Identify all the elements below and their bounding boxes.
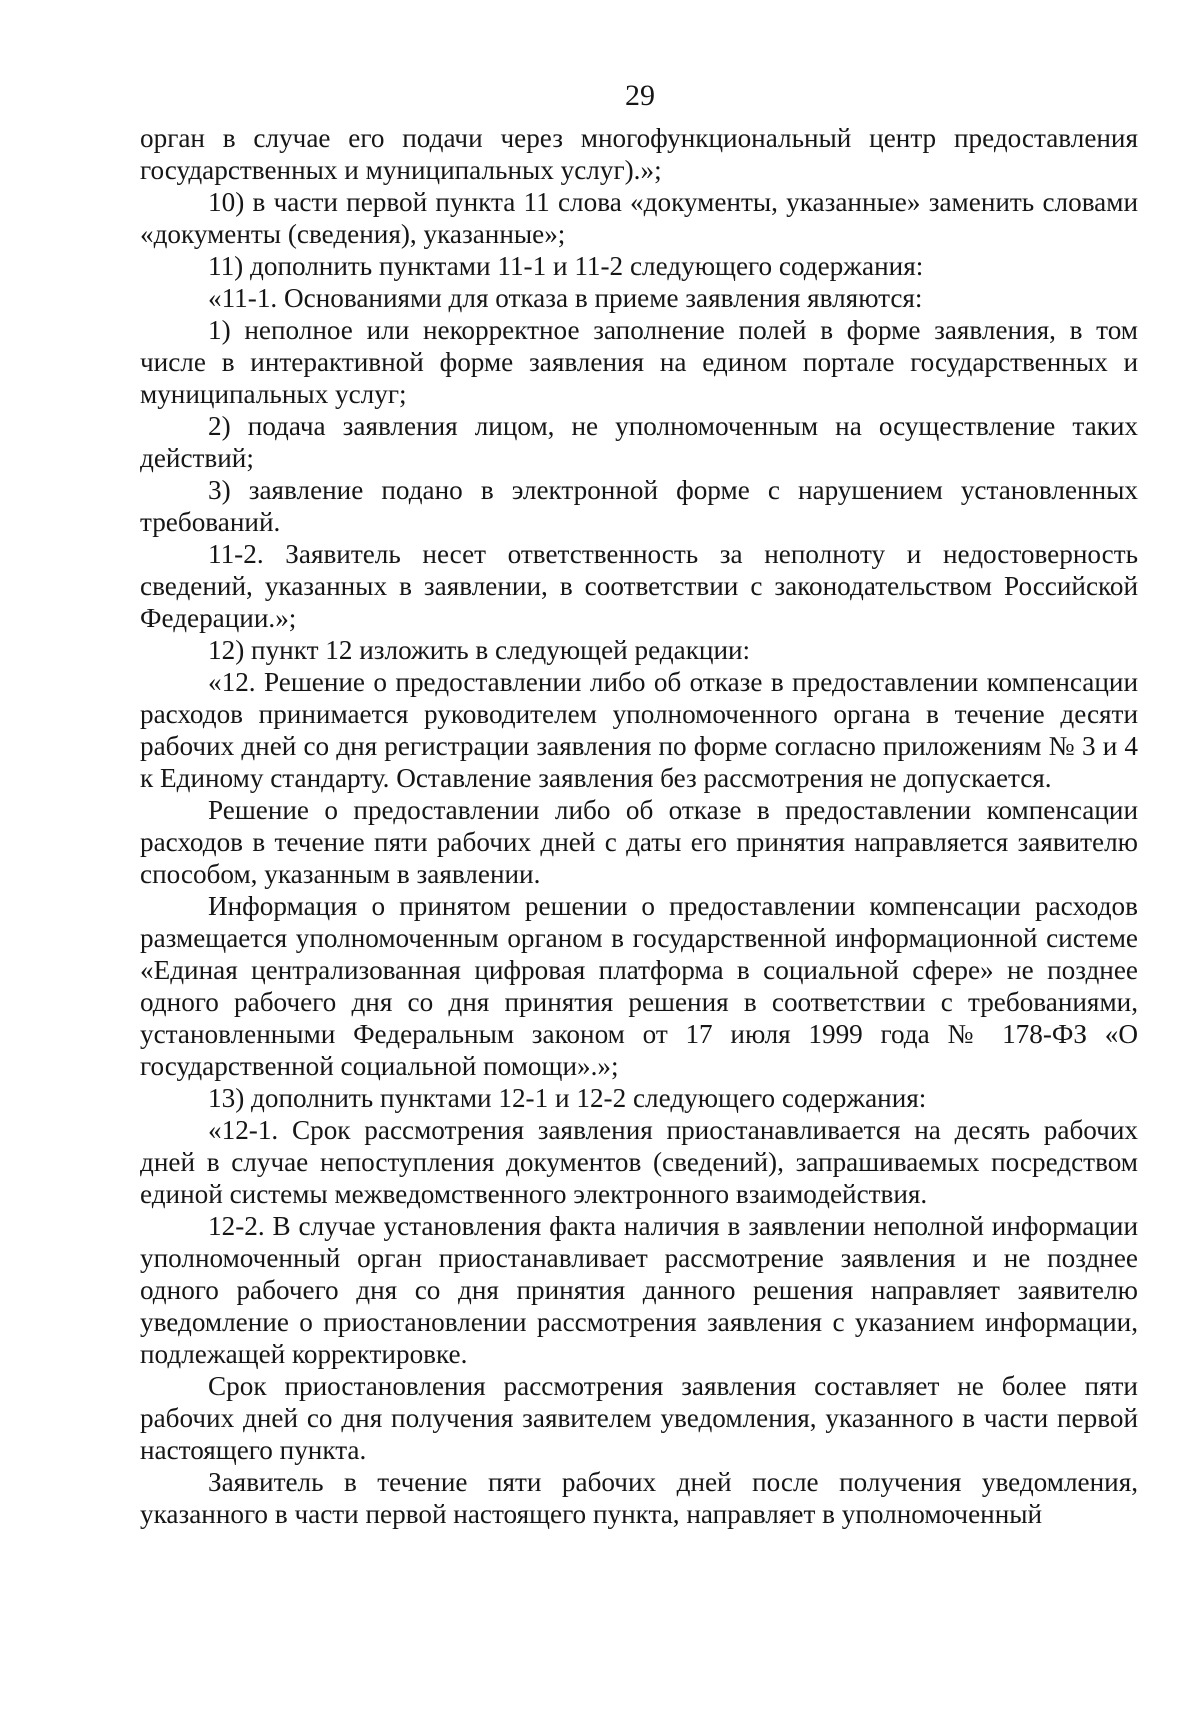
paragraph: 12) пункт 12 изложить в следующей редакции:	[208, 635, 751, 665]
document-body	[140, 122, 1138, 1530]
paragraph: 11) дополнить пунктами 11-1 и 11-2 следующего содержания:	[208, 251, 924, 281]
paragraph: 12-2. В случае установления факта наличия в заявлении неполной информации уполномоченный орган приостанавливает рассмотрение заявления и не позднее одного рабочего дня со дня принятия данного решения направляет заявителю уведомление о приостановлении рассмотрения заявления с указанием информации, подлежащей корректировке.	[140, 1211, 1138, 1369]
paragraph: 13) дополнить пунктами 12-1 и 12-2 следующего содержания:	[208, 1083, 927, 1113]
paragraph: «12-1. Срок рассмотрения заявления приостанавливается на десять рабочих дней в случае непоступления документов (сведений), запрашиваемых посредством единой системы межведомственного электронного взаимодействия.	[140, 1115, 1138, 1209]
page-number: 29	[625, 79, 655, 112]
paragraph: 2) подача заявления лицом, не уполномоченным на осуществление таких действий;	[140, 411, 1138, 473]
paragraph: Срок приостановления рассмотрения заявления составляет не более пяти рабочих дней со дня получения заявителем уведомления, указанного в части первой настоящего пункта.	[140, 1371, 1138, 1465]
paragraph: 1) неполное или некорректное заполнение полей в форме заявления, в том числе в интерактивной форме заявления на едином портале государственных и муниципальных услуг;	[140, 315, 1138, 409]
paragraph: «11-1. Основаниями для отказа в приеме заявления являются:	[208, 283, 923, 313]
paragraph: Решение о предоставлении либо об отказе в предоставлении компенсации расходов в течение пяти рабочих дней с даты его принятия направляется заявителю способом, указанным в заявлении.	[140, 795, 1138, 889]
paragraph: «12. Решение о предоставлении либо об отказе в предоставлении компенсации расходов принимается руководителем уполномоченного органа в течение десяти рабочих дней со дня регистрации заявления по форме согласно приложениям № 3 и 4 к Единому стандарту. Оставление заявления без рассмотрения не допускается.	[140, 667, 1138, 793]
paragraph: 3) заявление подано в электронной форме с нарушением установленных требований.	[140, 475, 1138, 537]
paragraph: 10) в части первой пункта 11 слова «документы, указанные» заменить словами «документы (сведения), указанные»;	[140, 187, 1138, 249]
paragraph: орган в случае его подачи через многофункциональный центр предоставления государственных и муниципальных услуг).»;	[140, 123, 1138, 185]
paragraph: Заявитель в течение пяти рабочих дней после получения уведомления, указанного в части первой настоящего пункта, направляет в уполномоченный	[140, 1467, 1138, 1529]
paragraph: Информация о принятом решении о предоставлении компенсации расходов размещается уполномоченным органом в государственной информационной системе «Единая централизованная цифровая платформа в социальной сфере» не позднее одного рабочего дня со дня принятия решения в соответствии с требованиями, установленными Федеральным законом от 17 июля 1999 года № 178-ФЗ «О государственной социальной помощи».»;	[140, 891, 1138, 1081]
paragraph: 11-2. Заявитель несет ответственность за неполноту и недостоверность сведений, указанных в заявлении, в соответствии с законодательством Российской Федерации.»;	[140, 539, 1138, 633]
